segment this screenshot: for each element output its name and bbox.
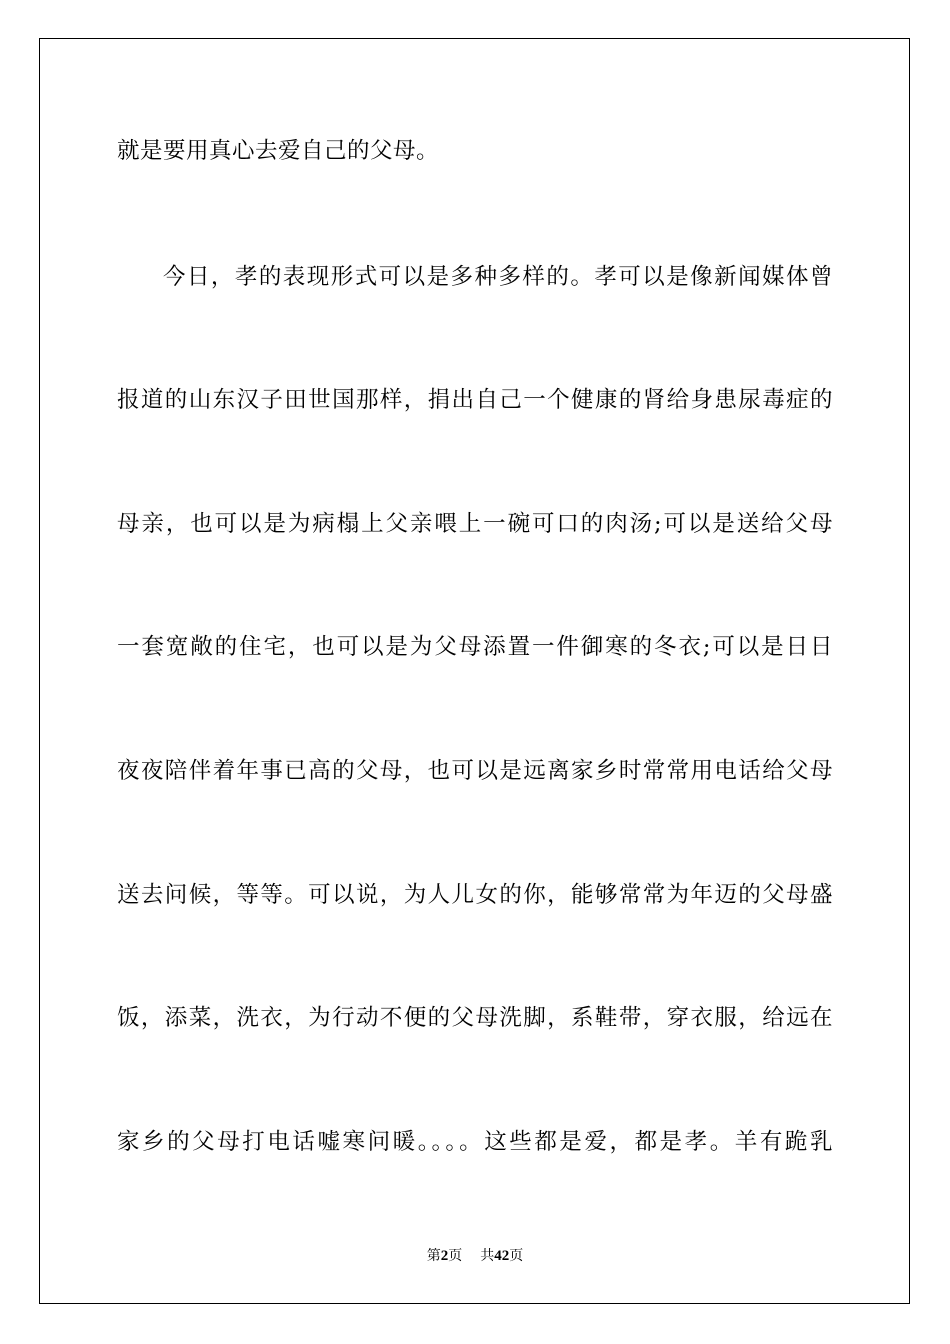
paragraph-line-2: 今日，孝的表现形式可以是多种多样的。孝可以是像新闻媒体曾: [163, 264, 833, 290]
page-suffix: 页: [448, 1248, 463, 1264]
paragraph-line-6: 夜夜陪伴着年事已高的父母，也可以是远离家乡时常常用电话给父母: [117, 758, 833, 784]
paragraph-line-7: 送去问候，等等。可以说，为人儿女的你，能够常常为年迈的父母盛: [117, 882, 833, 908]
total-suffix: 页: [509, 1248, 524, 1264]
page-number: 2: [440, 1248, 449, 1264]
page-footer: [0, 1246, 950, 1266]
page-prefix: 第: [426, 1248, 441, 1264]
paragraph-line-9: 家乡的父母打电话嘘寒问暖。。。。这些都是爱，都是孝。羊有跪乳: [117, 1129, 833, 1155]
paragraph-line-1: 就是要用真心去爱自己的父母。: [117, 138, 440, 164]
total-prefix: 共: [480, 1248, 495, 1264]
total-pages: 42: [494, 1248, 510, 1264]
paragraph-line-8: 饭，添菜，洗衣，为行动不便的父母洗脚，系鞋带，穿衣服，给远在: [117, 1005, 833, 1031]
paragraph-line-3: 报道的山东汉子田世国那样，捐出自己一个健康的肾给身患尿毒症的: [117, 387, 833, 413]
paragraph-line-4: 母亲，也可以是为病榻上父亲喂上一碗可口的肉汤;可以是送给父母: [117, 511, 833, 537]
page-border: [39, 38, 910, 1304]
paragraph-line-5: 一套宽敞的住宅，也可以是为父母添置一件御寒的冬衣;可以是日日: [117, 634, 833, 660]
